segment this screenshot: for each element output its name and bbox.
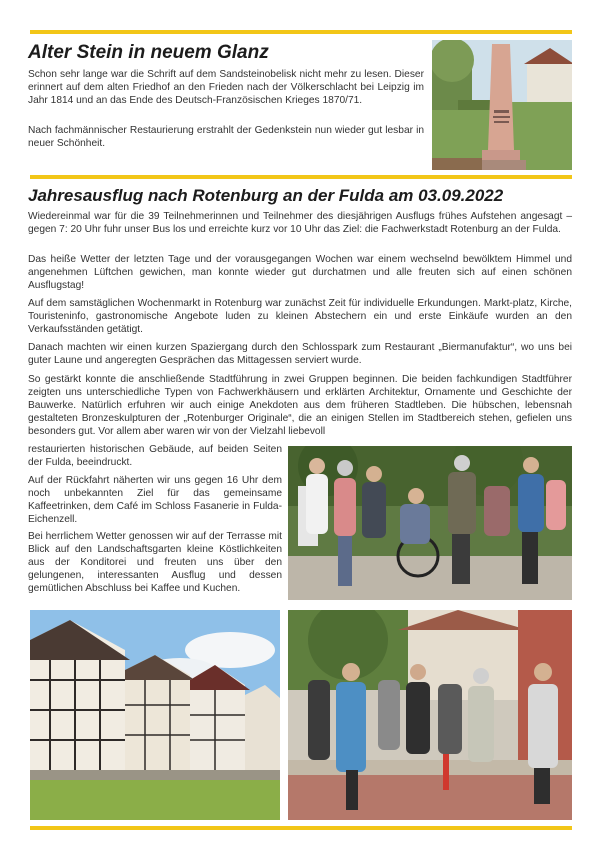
half-timbered-houses-photo [30, 610, 280, 820]
section1-title: Alter Stein in neuem Glanz [28, 42, 269, 63]
bottom-divider [30, 826, 572, 830]
obelisk-photo [432, 40, 572, 170]
section2-paragraph: restaurierten historischen Gebäude, auf beiden Seiten der Fulda, beeindruckt. [28, 444, 282, 468]
section2-paragraph: Wiedereinmal war für die 39 Teilnehmerinnen und Teilnehmer des diesjährigen Ausflugs frühes Aufstehen angesagt – gegen 7: 20 Uhr fuhr unser Bus los und erreichte kurz vor 10 Uhr das Ziel: die Fachwerkstadt Rotenburg an der Fulda. [28, 211, 572, 235]
section2-title: Jahresausflug nach Rotenburg an der Fulda am 03.09.2022 [28, 186, 504, 205]
group-photo-park [288, 446, 572, 600]
group-photo-archway [288, 610, 572, 820]
section1-paragraph: Nach fachmännischer Restaurierung erstrahlt der Gedenkstein nun wieder gut lesbar in neuer Schönheit. [28, 125, 424, 149]
section2-paragraph: Danach machten wir einen kurzen Spaziergang durch den Schlosspark zum Restaurant „Biermanufaktur“, wo uns bei guter Laune und angeregten Gesprächen das Mittagessen serviert wurde. [28, 342, 572, 366]
section2-paragraph: Auf dem samstäglichen Wochenmarkt in Rotenburg war zunächst Zeit für individuelle Erkundungen. Markt-platz, Kirche, Touristeninfo, gastronomische Angebote luden zu kleinen Abstechern ein und erste Einkäufe wurden an den Verkaufsständen getätigt. [28, 298, 572, 335]
top-divider [30, 30, 572, 34]
section2-paragraph: Auf der Rückfahrt näherten wir uns gegen 16 Uhr dem noch unbekannten Ziel für das gemeinsame Kaffeetrinken, dem Café im Schloss Fasanerie in Fulda-Eichenzell. [28, 475, 282, 525]
section2-paragraph: Bei herrlichem Wetter genossen wir auf der Terrasse mit Blick auf den Landschaftsgarten kleine Köstlichkeiten aus der Konditorei und freuten uns über den gelungenen, interessanten Ausflug und dessen gemütlichen Abschluss bei Kaffee und Kuchen. [28, 531, 282, 594]
section1-paragraph: Schon sehr lange war die Schrift auf dem Sandsteinobelisk nicht mehr zu lesen. Dieser erinnert auf dem alten Friedhof an den Frieden nach der Völkerschlacht bei Leipzig im Jahr 1814 und an das Ende des Deutsch-Französischen Krieges 1870/71. [28, 69, 424, 106]
middle-divider [30, 175, 572, 179]
section2-paragraph: Das heiße Wetter der letzten Tage und der vorausgegangen Wochen war einem wechselnd bewölktem Himmel und angenehmen Lüftchen gewichen, man konnte wieder gut durchatmen und alle freuten sich auf einen schönen Ausflugstag! [28, 254, 572, 291]
section2-paragraph: So gestärkt konnte die anschließende Stadtführung in zwei Gruppen beginnen. Die beiden fachkundigen Stadtführer zeigten uns unterschiedliche Typen von Fachwerkhäusern und erklärten Architektur, Ornamente und Geschichte der Bauwerke. Natürlich erfuhren wir auch einige Anekdoten aus dem früheren Stadtleben. Die hübschen, lebensnah gestalteten Bronzeskulpturen der „Rotenburger Originale“, die an einigen Stellen im Stadtbereich stehen, gefielen uns besonders gut. Vor allem aber waren wir von der Vielzahl liebevoll [28, 374, 572, 437]
